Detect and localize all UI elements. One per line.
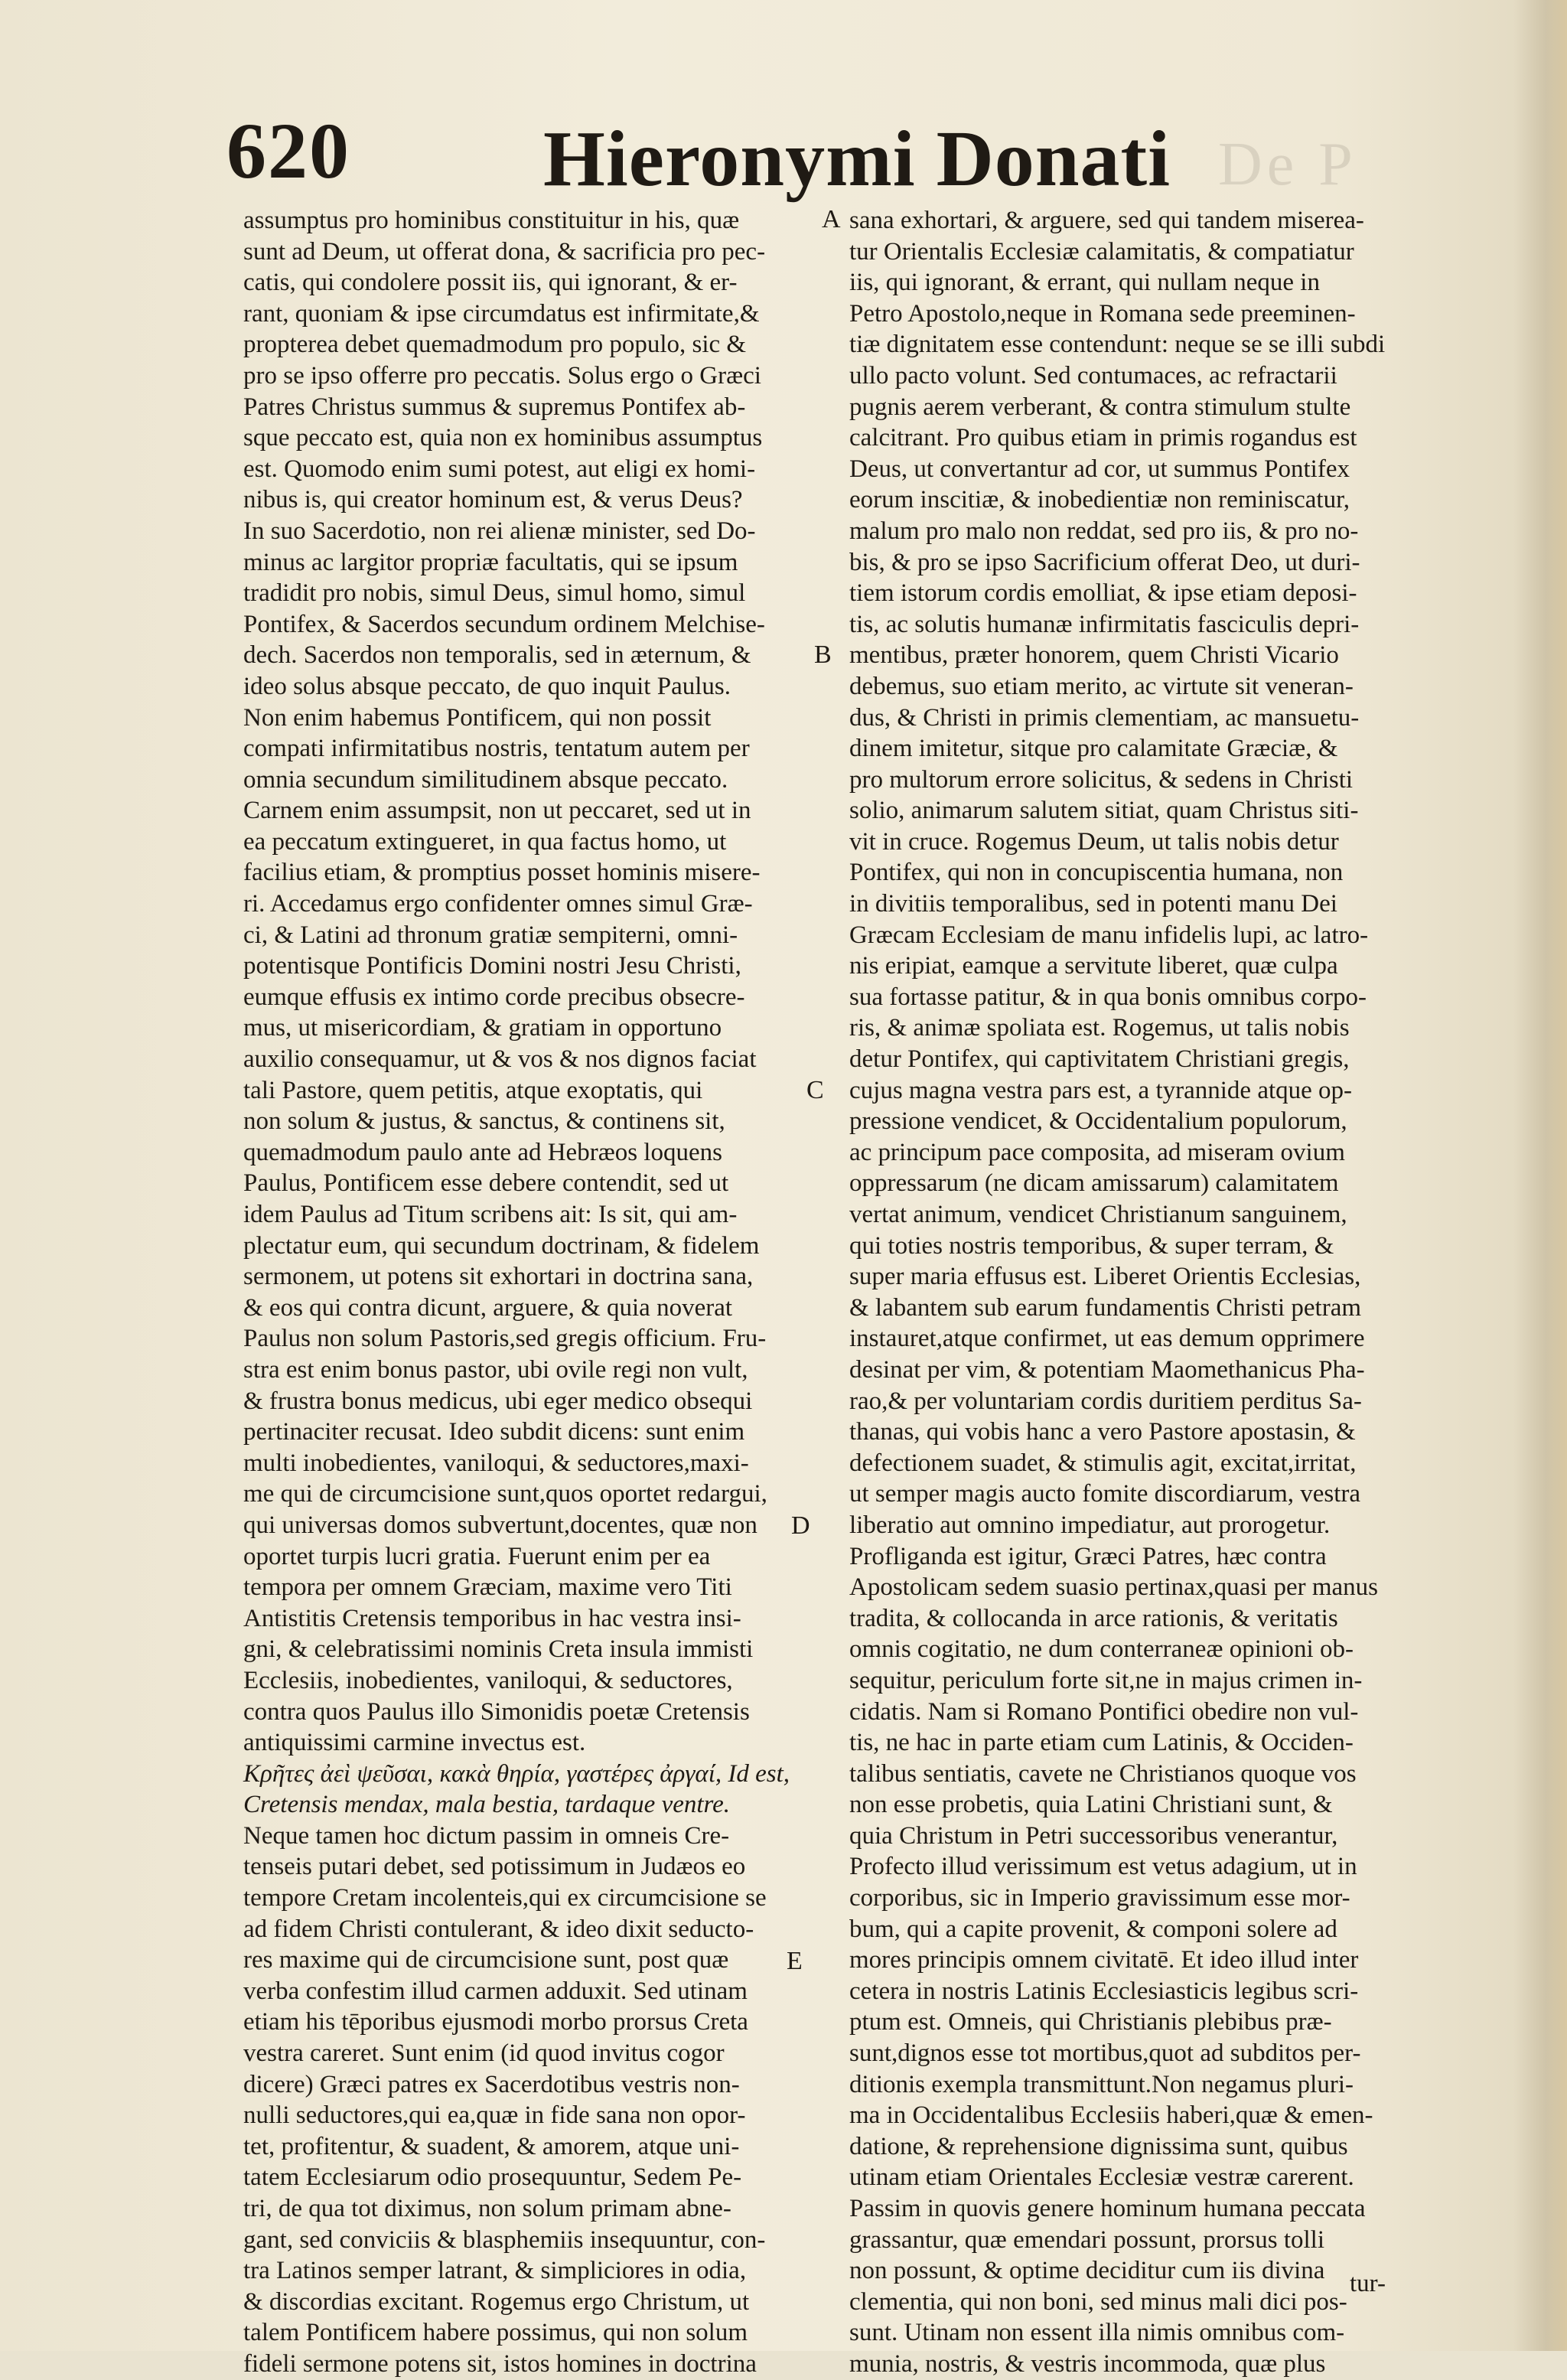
text-line: non solum & justus, & sanctus, & continens sit, — [243, 1107, 725, 1136]
text-line: sque peccato est, quia non ex hominibus assumptus — [243, 424, 763, 452]
text-line: tur Orientalis Ecclesiæ calamitatis, & compatiatur — [849, 237, 1354, 266]
text-line: ptum est. Omneis, qui Christianis plebibus præ- — [849, 2008, 1332, 2036]
text-line: liberatio aut omnino impediatur, aut prorogetur. — [849, 1511, 1331, 1539]
text-line: non possunt, & optime deciditur cum iis divina — [849, 2257, 1325, 2285]
text-line: desinat per vim, & potentiam Maomethanicus Pha- — [849, 1355, 1365, 1384]
text-line: talibus sentiatis, cavete ne Christianos quoque vos — [849, 1759, 1357, 1788]
text-line: potentisque Pontificis Domini nostri Jesu Christi, — [243, 952, 741, 980]
text-line: gni, & celebratissimi nominis Creta insula immisti — [243, 1635, 754, 1664]
text-line: contra quos Paulus illo Simonidis poetæ Cretensis — [243, 1697, 750, 1726]
text-line: sequitur, periculum forte sit,ne in majus crimen in- — [849, 1666, 1363, 1694]
text-line: sunt. Utinam non essent illa nimis omnibus com- — [849, 2319, 1345, 2347]
page-edge-shadow — [1513, 0, 1567, 2351]
text-line: super maria effusus est. Liberet Orientis Ecclesias, — [849, 1263, 1361, 1291]
text-line: instauret,atque confirmet, ut eas demum opprimere — [849, 1325, 1365, 1353]
text-line: debemus, suo etiam merito, ac virtute sit veneran- — [849, 672, 1354, 700]
text-line: nibus is, qui creator hominum est, & verus Deus? — [243, 486, 743, 514]
text-line: mus, ut misericordiam, & gratiam in opportuno — [243, 1014, 722, 1042]
text-line: Græcam Ecclesiam de manu infidelis lupi, ac latro- — [849, 921, 1369, 949]
text-line: cidatis. Nam si Romano Pontifici obedire non vul- — [849, 1697, 1359, 1726]
text-line: est. Quomodo enim sumi potest, aut eligi ex homi- — [243, 455, 756, 483]
text-line: tempore Cretam incolenteis,qui ex circumcisione se — [243, 1884, 767, 1912]
text-line: idem Paulus ad Titum scribens ait: Is sit, qui am- — [243, 1201, 738, 1228]
text-line: tri, de qua tot diximus, non solum primam abne- — [243, 2195, 731, 2222]
text-line: munia, nostris, & vestris incommoda, quæ plus — [849, 2349, 1326, 2378]
text-line: Apostolicam sedem suasio pertinax,quasi per manus — [849, 1573, 1379, 1602]
text-line: tatem Ecclesiarum odio prosequuntur, Sedem Pe- — [243, 2163, 742, 2192]
text-line: rant, quoniam & ipse circumdatus est infirmitate,& — [243, 299, 760, 328]
text-line: Carnem enim assumpsit, non ut peccaret, sed ut in — [243, 797, 751, 825]
text-line: oportet turpis lucri gratia. Fuerunt enim per ea — [243, 1542, 711, 1570]
text-line: Non enim habemus Pontificem, qui non possit — [243, 703, 712, 732]
text-line: minus ac largitor propriæ facultatis, qui se ipsum — [243, 548, 738, 576]
text-line: Profliganda est igitur, Græci Patres, hæc contra — [849, 1542, 1327, 1570]
text-line: Paulus non solum Pastoris,sed gregis officium. Fru- — [243, 1325, 767, 1353]
text-line: plectatur eum, qui secundum doctrinam, & fidelem — [243, 1231, 760, 1260]
text-line: utinam etiam Orientales Ecclesiæ vestræ carerent. — [849, 2163, 1354, 2192]
text-line: rao,& per voluntariam cordis duritiem perditus Sa- — [849, 1387, 1362, 1415]
text-line: non esse probetis, quia Latini Christiani sunt, & — [849, 1791, 1333, 1819]
text-line: Neque tamen hoc dictum passim in omneis Cre- — [243, 1821, 730, 1850]
text-line: tali Pastore, quem petitis, atque exoptatis, qui — [243, 1076, 703, 1104]
text-line: auxilio consequamur, ut & vos & nos dignos faciat — [243, 1045, 757, 1074]
text-line: dinem imitetur, sitque pro calamitate Græciæ, & — [849, 735, 1338, 763]
text-line: Paulus, Pontificem esse debere contendit, sed ut — [243, 1169, 729, 1198]
text-line: facilius etiam, & promptius posset hominis misere- — [243, 859, 761, 887]
text-line: sana exhortari, & arguere, sed qui tandem miserea- — [849, 207, 1364, 234]
text-line: omnia secundum similitudinem absque peccato. — [243, 765, 728, 794]
margin-marker-a: A — [822, 205, 841, 233]
text-line: Patres Christus summus & supremus Pontifex ab- — [243, 393, 746, 421]
text-line: pro se ipso offerre pro peccatis. Solus ergo o Græci — [243, 361, 761, 390]
text-line: dicere) Græci patres ex Sacerdotibus vestris non- — [243, 2070, 740, 2098]
text-line: nulli seductores,qui ea,quæ in fide sana non opor- — [243, 2101, 746, 2130]
text-line: ut semper magis aucto fomite discordiarum, vestra — [849, 1480, 1361, 1508]
text-line: talem Pontificem habere possimus, qui non solum — [243, 2319, 748, 2347]
text-line: mores principis omnem civitatē. Et ideo illud inter — [849, 1946, 1359, 1974]
text-line: cetera in nostris Latinis Ecclesiasticis legibus scri- — [849, 1977, 1359, 2005]
text-line: omnis cogitatio, ne dum conterraneæ opinioni ob- — [849, 1635, 1354, 1664]
text-line: gant, sed conviciis & blasphemiis insequuntur, con- — [243, 2225, 766, 2254]
text-line: multi inobedientes, vaniloqui, & seductores,maxi- — [243, 1449, 749, 1477]
text-line: me qui de circumcisione sunt,quos oportet redargui, — [243, 1480, 767, 1508]
text-line: quia Christum in Petri successoribus venerantur, — [849, 1821, 1338, 1850]
right-text-column — [849, 205, 1431, 2380]
bleed-through-text: De P — [1218, 131, 1357, 198]
text-line: cujus magna vestra pars est, a tyrannide atque op- — [849, 1076, 1353, 1104]
text-line: calcitrant. Pro quibus etiam in primis rogandus est — [849, 424, 1357, 452]
text-line: quemadmodum paulo ante ad Hebræos loquens — [243, 1138, 722, 1166]
text-line: In suo Sacerdotio, non rei alienæ minister, sed Do- — [243, 517, 756, 545]
text-line: eorum inscitiæ, & inobedientiæ non reminiscatur, — [849, 486, 1350, 514]
text-line: tradita, & collocanda in arce rationis, & veritatis — [849, 1604, 1338, 1632]
text-line: vit in cruce. Rogemus Deum, ut talis nobis detur — [849, 827, 1339, 856]
text-line: qui toties nostris temporibus, & super terram, & — [849, 1231, 1334, 1260]
catchword: tur- — [1350, 2270, 1386, 2297]
text-line: malum pro malo non reddat, sed pro iis, & pro no- — [849, 517, 1359, 545]
text-line: Ecclesiis, inobedientes, vaniloqui, & seductores, — [243, 1666, 733, 1694]
text-line: ideo solus absque peccato, de quo inquit Paulus. — [243, 672, 731, 700]
text-line: & frustra bonus medicus, ubi eger medico obsequi — [243, 1387, 753, 1415]
text-line: corporibus, sic in Imperio gravissimum esse mor- — [849, 1884, 1350, 1912]
text-line: stra est enim bonus pastor, ubi ovile regi non vult, — [243, 1355, 748, 1384]
text-line: vertat animum, vendicet Christianum sanguinem, — [849, 1201, 1347, 1228]
text-line: Pontifex, & Sacerdos secundum ordinem Melchise- — [243, 610, 765, 638]
text-line: iis, qui ignorant, & errant, qui nullam neque in — [849, 269, 1320, 297]
text-line: assumptus pro hominibus constituitur in his, quæ — [243, 207, 740, 234]
margin-marker-b: B — [814, 641, 832, 669]
text-line: dus, & Christi in primis clementiam, ac mansuetu- — [849, 703, 1360, 732]
text-line: Passim in quovis genere hominum humana peccata — [849, 2195, 1366, 2222]
text-line: ris, & animæ spoliata est. Rogemus, ut talis nobis — [849, 1014, 1350, 1042]
text-line: oppressarum (ne dicam amissarum) calamitatem — [849, 1169, 1339, 1198]
text-line: pertinaciter recusat. Ideo subdit dicens: sunt enim — [243, 1418, 745, 1446]
text-line: sua fortasse patitur, & in qua bonis omnibus corpo- — [849, 983, 1367, 1011]
text-line: tis, ne hac in parte etiam cum Latinis, & Occiden- — [849, 1729, 1354, 1757]
text-line: ullo pacto volunt. Sed contumaces, ac refractarii — [849, 361, 1337, 390]
text-line: bum, qui a capite provenit, & componi solere ad — [849, 1915, 1337, 1943]
text-line: pro multorum errore solicitus, & sedens in Christi — [849, 765, 1354, 794]
text-line: Cretensis mendax, mala bestia, tardaque ventre. — [243, 1791, 731, 1819]
text-line: vestra careret. Sunt enim (id quod invitus cogor — [243, 2039, 725, 2068]
margin-marker-d: D — [791, 1511, 810, 1540]
text-line: tis, ac solutis humanæ infirmitatis fasciculis depri- — [849, 610, 1360, 638]
text-line: pugnis aerem verberant, & contra stimulum stulte — [849, 393, 1351, 421]
running-head: Hieronymi Donati — [543, 115, 1171, 203]
text-line: catis, qui condolere possit iis, qui ignorant, & er- — [243, 269, 738, 297]
text-line: & discordias excitant. Rogemus ergo Christum, ut — [243, 2287, 750, 2316]
margin-marker-c: C — [806, 1076, 824, 1104]
text-line: ma in Occidentalibus Ecclesiis haberi,quæ & emen- — [849, 2101, 1373, 2130]
text-line: ac principum pace composita, ad miseram ovium — [849, 1138, 1345, 1166]
text-line: fideli sermone potens sit, istos homines in doctrina — [243, 2349, 757, 2378]
text-line: tet, profitentur, & suadent, & amorem, atque uni- — [243, 2132, 740, 2160]
text-line: sunt ad Deum, ut offerat dona, & sacrificia pro pec- — [243, 237, 766, 266]
text-line: sermonem, ut potens sit exhortari in doctrina sana, — [243, 1263, 754, 1291]
text-line: ditionis exempla transmittunt.Non negamus pluri- — [849, 2070, 1354, 2098]
text-line: tradidit pro nobis, simul Deus, simul homo, simul — [243, 579, 746, 608]
text-line: clementia, qui non boni, sed minus mali dici pos- — [849, 2287, 1347, 2316]
text-line: dech. Sacerdos non temporalis, sed in æternum, & — [243, 641, 751, 670]
text-line: Petro Apostolo,neque in Romana sede preeminen- — [849, 299, 1356, 328]
text-line: Deus, ut convertantur ad cor, ut summus Pontifex — [849, 455, 1350, 483]
page-number: 620 — [226, 107, 350, 195]
text-line: tenseis putari debet, sed potissimum in Judæos eo — [243, 1853, 746, 1881]
text-line: tiem istorum cordis emolliat, & ipse etiam deposi- — [849, 579, 1357, 608]
text-line: & labantem sub earum fundamentis Christi petram — [849, 1293, 1362, 1322]
text-line: res maxime qui de circumcisione sunt, post quæ — [243, 1946, 729, 1974]
text-line: ri. Accedamus ergo confidenter omnes simul Græ- — [243, 890, 753, 918]
text-line: tra Latinos semper latrant, & simpliciores in odia, — [243, 2257, 747, 2285]
text-line: in divitiis temporalibus, sed in potenti manu Dei — [849, 890, 1337, 918]
text-line: Κρῆτες ἀεὶ ψεῦσαι, κακὰ θηρία, γαστέρες ἀργαί, Id est, — [243, 1759, 790, 1788]
text-line: Antistitis Cretensis temporibus in hac vestra insi- — [243, 1604, 741, 1632]
text-line: propterea debet quemadmodum pro populo, sic & — [243, 331, 747, 359]
text-line: mentibus, præter honorem, quem Christi Vicario — [849, 641, 1339, 670]
text-line: antiquissimi carmine invectus est. — [243, 1729, 586, 1757]
text-line: sunt,dignos esse tot mortibus,quot ad subditos per- — [849, 2039, 1361, 2068]
text-line: tempora per omnem Græciam, maxime vero Titi — [243, 1573, 732, 1602]
text-line: tiæ dignitatem esse contendunt: neque se se illi subdi — [849, 331, 1386, 359]
text-line: solio, animarum salutem sitiat, quam Christus siti- — [849, 797, 1359, 825]
text-line: thanas, qui vobis hanc a vero Pastore apostasin, & — [849, 1418, 1356, 1446]
text-line: eumque effusis ex intimo corde precibus obsecre- — [243, 983, 745, 1011]
text-line: detur Pontifex, qui captivitatem Christiani gregis, — [849, 1045, 1350, 1074]
text-line: verba confestim illud carmen adduxit. Sed utinam — [243, 1977, 748, 2005]
text-line: compati infirmitatibus nostris, tentatum autem per — [243, 735, 750, 763]
text-line: qui universas domos subvertunt,docentes, quæ non — [243, 1511, 757, 1539]
text-line: datione, & reprehensione dignissima sunt, quibus — [849, 2132, 1348, 2160]
text-line: Profecto illud verissimum est vetus adagium, ut in — [849, 1853, 1357, 1881]
text-line: etiam his tēporibus ejusmodi morbo prorsus Creta — [243, 2008, 748, 2036]
text-line: defectionem suadet, & stimulis agit, excitat,irritat, — [849, 1449, 1357, 1477]
text-line: pressione vendicet, & Occidentalium populorum, — [849, 1107, 1347, 1136]
text-line: nis eripiat, eamque a servitute liberet, quæ culpa — [849, 952, 1338, 980]
text-line: grassantur, quæ emendari possunt, prorsus tolli — [849, 2225, 1325, 2254]
text-line: ci, & Latini ad thronum gratiæ sempiterni, omni- — [243, 921, 738, 949]
text-line: & eos qui contra dicunt, arguere, & quia noverat — [243, 1293, 733, 1322]
left-text-column — [243, 205, 796, 2380]
text-line: ea peccatum extingueret, in qua factus homo, ut — [243, 827, 727, 856]
text-line: ad fidem Christi contulerant, & ideo dixit seducto- — [243, 1915, 754, 1943]
text-line: bis, & pro se ipso Sacrificium offerat Deo, ut duri- — [849, 548, 1360, 576]
margin-marker-e: E — [787, 1947, 803, 1975]
text-line: Pontifex, qui non in concupiscentia humana, non — [849, 859, 1344, 887]
